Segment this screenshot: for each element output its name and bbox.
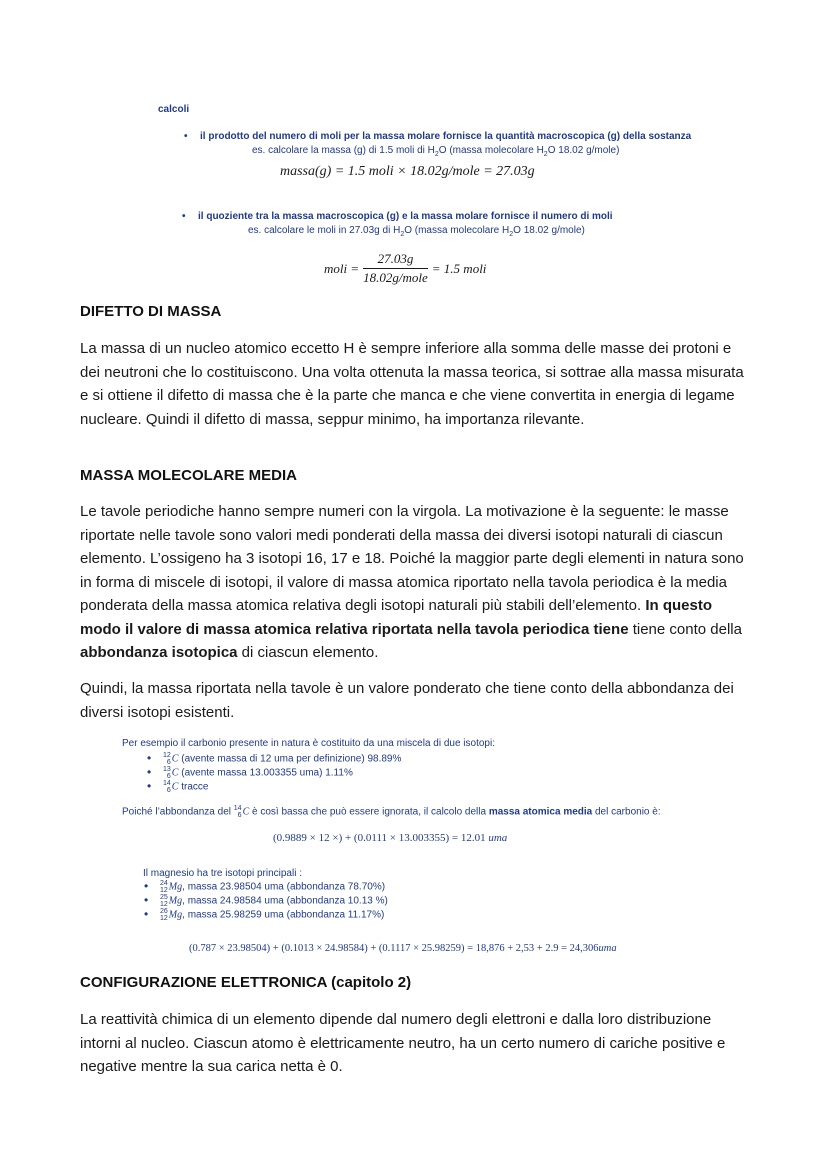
difetto-text: La massa di un nucleo atomico eccetto H è sempre inferiore alla somma delle masse dei protoni e dei neutroni che lo costituiscono. Una volta ottenuta la massa teorica, si sottrae alla massa misurata e si ottiene il difetto di massa che è la parte che manca e che viene convertita in energia di legame nucleare. Quindi il difetto di massa, seppur minimo, ha importanza rilevante. <box>80 340 744 428</box>
carbon-isotope-12: • 12 6 C (avente massa di 12 uma per definizione) 98.89% <box>163 752 401 766</box>
magnesium-isotope-list <box>160 880 388 922</box>
config-text: La reattività chimica di un elemento dipende dal numero degli elettroni e dalla loro distribuzione intorni al nucleo. Ciascun atomo è elettricamente neutro, ha un certo numero di cariche positive e negative mentre la sua carica netta è 0. <box>80 1011 726 1075</box>
calc-example-1: es. calcolare la massa (g) di 1.5 moli di $H_2O$ (massa molecolare $H_2O$ 18.02 g/mole) <box>252 145 620 158</box>
carbon-intro: Per esempio il carbonio presente in natura è costituito da una miscela di due isotopi: <box>122 738 495 749</box>
calc-bullet-1: • il prodotto del numero di moli per la massa molare fornisce la quantità macroscopica (g) della sostanza <box>200 131 691 142</box>
formula-moli: moli = $\frac{27.03g}{\text{18.02g/mole}}$ = 1.5 moli <box>324 251 487 285</box>
carbon-isotope-14: • 14 6 C tracce <box>163 780 401 794</box>
media-text-2: Quindi, la massa riportata nella tavole è un valore ponderato che tiene conto della abbondanza dei diversi isotopi esistenti. <box>80 680 734 721</box>
magnesium-isotope-24: • 24 12 Mg, massa 23.98504 uma (abbondanza 78.70%) <box>160 880 388 894</box>
magnesium-isotope-25: • 25 12 Mg, massa 24.98584 uma (abbondanza 10.13 %) <box>160 894 388 908</box>
calc-heading: calcoli <box>158 104 190 115</box>
formula-carbonio: (0.9889 × 12 ×) + (0.0111 × 13.003355) = 12.01 uma <box>273 832 508 844</box>
carbon-isotope-13: • 13 6 C (avente massa 13.003355 uma) 1.11% <box>163 766 401 780</box>
magnesium-isotope-26: • 26 12 Mg, massa 25.98259 uma (abbondanza 11.17%) <box>160 908 388 922</box>
difetto-title: DIFETTO DI MASSA <box>80 303 222 320</box>
calc-bullet-2: • il quoziente tra la massa macroscopica (g) e la massa molare fornisce il numero di moli <box>198 211 613 222</box>
formula-massa: massa(g) = 1.5 moli × 18.02g/mole = 27.03g <box>280 164 535 179</box>
calc-example-2: es. calcolare le moli in 27.03g di $H_2O$ (massa molecolare $H_2O$ 18.02 g/mole) <box>248 225 585 238</box>
carbon-note: Poiché l’abbondanza del 14 6 C è così bassa che può essere ignorata, il calcolo della massa atomica media del carbonio è: <box>122 805 661 819</box>
config-title: CONFIGURAZIONE ELETTRONICA (capitolo 2) <box>80 974 412 991</box>
media-title: MASSA MOLECOLARE MEDIA <box>80 467 297 484</box>
magnesium-intro: Il magnesio ha tre isotopi principali : <box>143 868 302 879</box>
media-text-1: Le tavole periodiche hanno sempre numeri con la virgola. La motivazione è la seguente: le masse riportate nelle tavole sono valori medi ponderati della massa dei diversi isotopi naturali di ciascun elemento. L’ossigeno ha 3 isotopi 16, 17 e 18. Poiché la maggior parte degli elementi in natura sono in forma di miscele di isotopi, il valore di massa atomica riportato nella tavola periodica è la media ponderata della massa atomica relativa degli isotopi naturali più stabili dell’elemento. In questo modo il valore di massa atomica relativa riportata nella tavola periodica tiene tiene conto della abbondanza isotopica di ciascun elemento. <box>80 503 744 661</box>
formula-magnesio: (0.787 × 23.98504) + (0.1013 × 24.98584) + (0.1117 × 25.98259) = 18,876 + 2,53 + 2.9 = 24,306uma <box>189 943 617 954</box>
carbon-isotope-list <box>163 752 401 794</box>
